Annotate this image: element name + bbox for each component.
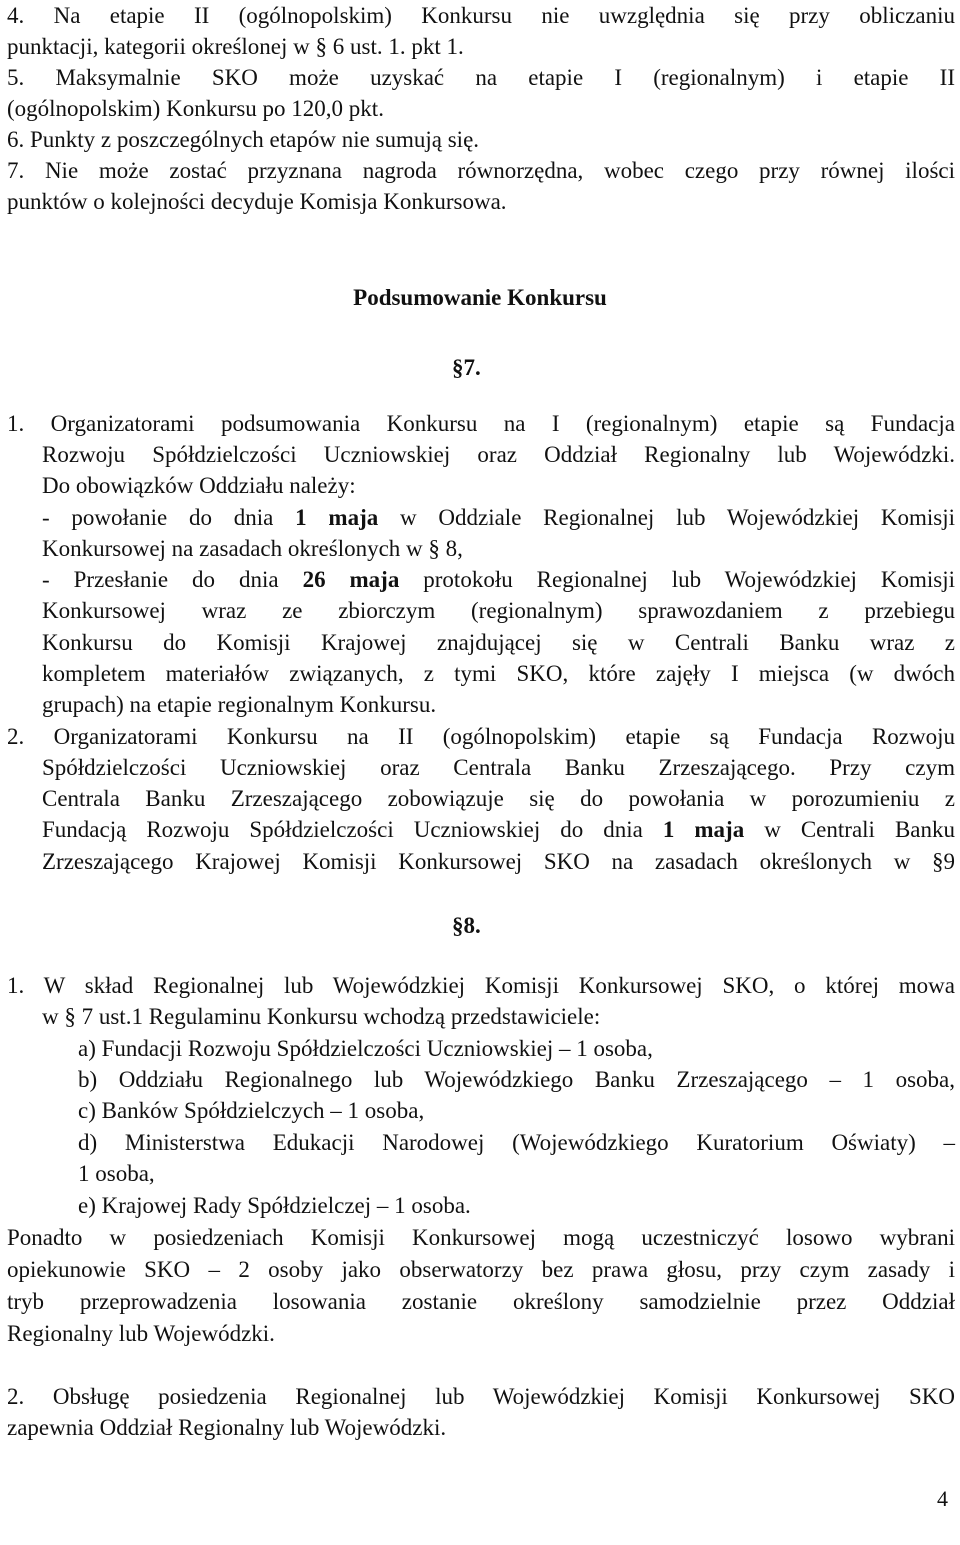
para-4-line-2: punktacji, kategorii określonej w § 6 ust. 1. pkt 1.	[7, 34, 464, 59]
s7-bullet-2-pre: - Przesłanie do dnia	[42, 567, 303, 592]
s8-after-line-4: Regionalny lub Wojewódzki.	[7, 1321, 275, 1346]
s7-bullet-2-date: 26 maja	[302, 567, 400, 592]
s7-bullet-2-line-4: kompletem materiałów związanych, z tymi SKO, które zajęły I miejsca (w dwóch	[42, 661, 955, 686]
s7-p2-line-1: 2. Organizatorami Konkursu na II (ogólnopolskim) etapie są Fundacja Rozwoju	[7, 724, 955, 749]
s7-p2-l4-date: 1 maja	[662, 817, 745, 842]
para-7-line-2: punktów o kolejności decyduje Komisja Konkursowa.	[7, 189, 507, 214]
s8-p2-line-2: zapewnia Oddział Regionalny lub Wojewódzki.	[7, 1415, 447, 1440]
section-heading: Podsumowanie Konkursu	[353, 285, 607, 310]
s7-bullet-1-post: w Oddziale Regionalnej lub Wojewódzkiej Komisji	[378, 505, 955, 530]
s7-bullet-1-line-2: Konkursowej na zasadach określonych w § 8,	[42, 536, 463, 561]
s8-item-b: b) Oddziału Regionalnego lub Wojewódzkiego Banku Zrzeszającego – 1 osoba,	[78, 1067, 955, 1092]
s7-p1-line-1: 1. Organizatorami podsumowania Konkursu na I (regionalnym) etapie są Fundacja	[7, 411, 955, 436]
s8-after-line-1: Ponadto w posiedzeniach Komisji Konkursowej mogą uczestniczyć losowo wybrani	[7, 1225, 955, 1250]
para-5-line-1: 5. Maksymalnie SKO może uzyskać na etapie I (regionalnym) i etapie II	[7, 65, 955, 90]
s8-p1-line-2: w § 7 ust.1 Regulaminu Konkursu wchodzą przedstawiciele:	[42, 1004, 601, 1029]
para-4-line-1: 4. Na etapie II (ogólnopolskim) Konkursu nie uwzględnia się przy obliczaniu	[7, 3, 955, 28]
s7-p2-line-2: Spółdzielczości Uczniowskiej oraz Centrala Banku Zrzeszającego. Przy czym	[42, 755, 955, 780]
para-7-line-1: 7. Nie może zostać przyznana nagroda równorzędna, wobec czego przy równej ilości	[7, 158, 955, 183]
s8-after-line-3: tryb przeprowadzenia losowania zostanie określony samodzielnie przez Oddział	[7, 1289, 955, 1314]
s7-p1-line-3: Do obowiązków Oddziału należy:	[42, 473, 356, 498]
page-number: 4	[937, 1486, 948, 1511]
section-7-mark: §7.	[452, 355, 481, 380]
s7-p2-line-4	[42, 814, 955, 845]
s8-p1-line-1: 1. W skład Regionalnej lub Wojewódzkiej Komisji Konkursowej SKO, o której mowa	[7, 973, 955, 998]
s8-after-line-2: opiekunowie SKO – 2 osoby jako obserwatorzy bez prawa głosu, przy czym zasady i	[7, 1257, 955, 1282]
s7-bullet-1-line-1	[42, 502, 955, 533]
s7-p2-l4-pre: Fundacją Rozwoju Spółdzielczości Uczniowskiej do dnia	[42, 817, 663, 842]
s8-item-a: a) Fundacji Rozwoju Spółdzielczości Uczniowskiej – 1 osoba,	[78, 1036, 653, 1061]
para-5-line-2: (ogólnopolskim) Konkursu po 120,0 pkt.	[7, 96, 384, 121]
s7-p2-line-5: Zrzeszającego Krajowej Komisji Konkursowej SKO na zasadach określonych w §9	[42, 849, 955, 874]
s7-p2-line-3: Centrala Banku Zrzeszającego zobowiązuje się do powołania w porozumieniu z	[42, 786, 955, 811]
s8-item-e: e) Krajowej Rady Spółdzielczej – 1 osoba.	[78, 1193, 471, 1218]
s7-bullet-2-line-3: Konkursu do Komisji Krajowej znajdującej się w Centrali Banku wraz z	[42, 630, 955, 655]
s7-bullet-1-date: 1 maja	[295, 505, 379, 530]
s7-bullet-2-line-5: grupach) na etapie regionalnym Konkursu.	[42, 692, 437, 717]
section-8-mark: §8.	[452, 913, 481, 938]
s7-p2-l4-post: w Centrali Banku	[744, 817, 955, 842]
s8-p2-line-1: 2. Obsługę posiedzenia Regionalnej lub Wojewódzkiej Komisji Konkursowej SKO	[7, 1384, 955, 1409]
s7-p1-line-2: Rozwoju Spółdzielczości Uczniowskiej oraz Oddział Regionalny lub Wojewódzki.	[42, 442, 955, 467]
s8-item-c: c) Banków Spółdzielczych – 1 osoba,	[78, 1098, 425, 1123]
para-6-line-1: 6. Punkty z poszczególnych etapów nie sumują się.	[7, 127, 480, 152]
s7-bullet-2-line-1	[42, 564, 955, 595]
s7-bullet-2-post: protokołu Regionalnej lub Wojewódzkiej Komisji	[399, 567, 955, 592]
s8-item-d-line-1: d) Ministerstwa Edukacji Narodowej (Wojewódzkiego Kuratorium Oświaty) –	[78, 1130, 955, 1155]
s7-bullet-1-pre: - powołanie do dnia	[42, 505, 296, 530]
s8-item-d-line-2: 1 osoba,	[78, 1161, 155, 1186]
s7-bullet-2-line-2: Konkursowej wraz ze zbiorczym (regionalnym) sprawozdaniem z przebiegu	[42, 598, 955, 623]
